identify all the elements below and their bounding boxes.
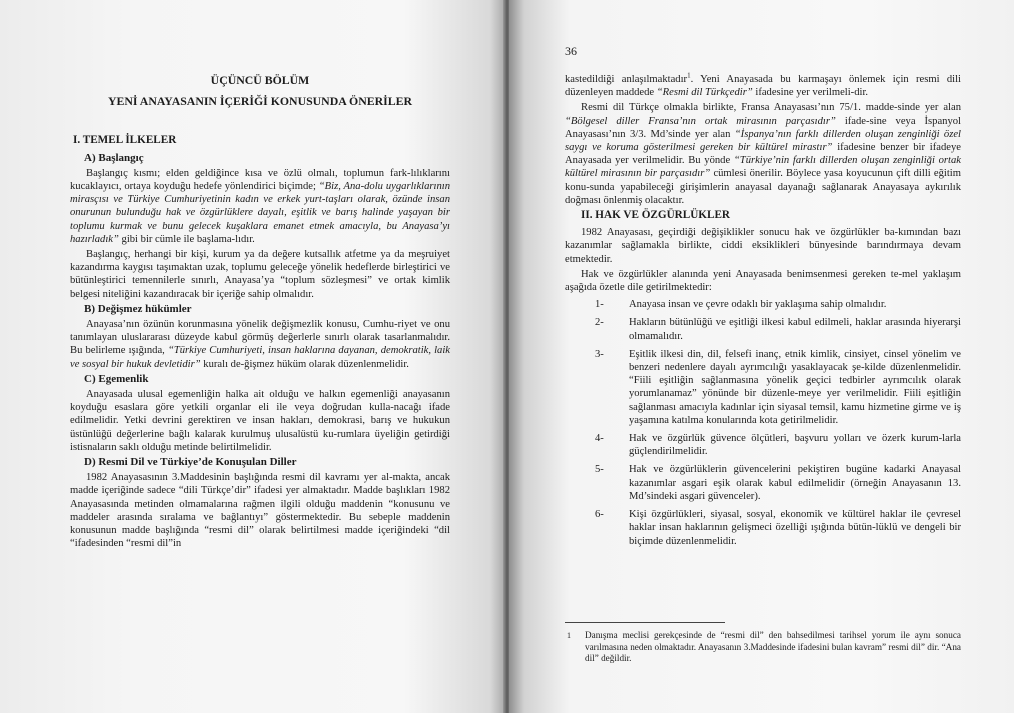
list-text: Hakların bütünlüğü ve eşitliği ilkesi kabul edilmeli, haklar arasında hiyerarşi olmamalıdır. bbox=[629, 317, 961, 342]
list-item bbox=[565, 348, 961, 427]
list-text: Anayasa insan ve çevre odaklı bir yaklaşıma sahip olmalıdır. bbox=[629, 299, 887, 311]
italic-quote: “Türkiye Cumhuriyeti, insan haklarına dayanan, demokratik, laik ve sosyal bir hukuk devletidir” bbox=[70, 345, 450, 370]
italic-quote: “Bölgesel diller Fransa’nın ortak mirasının parçasıdır” bbox=[565, 115, 836, 127]
italic-quote: “Biz, Ana-dolu uygarlıklarının mirasçısı ve Türkiye Cumhuriyetinin kadın ve erkek yurt-taşları olarak, özünde insan onurunun bulunduğu hak ve özgürlüklere dayalı, eşitlik ve barış halinde yaşayan bir toplumu kurmak ve bunu gelecek kuşaklara emanet etmek amacıyla, bu Anayasa’yı hazırladık” bbox=[70, 181, 450, 245]
list-number: 2- bbox=[595, 317, 604, 329]
list-number: 6- bbox=[595, 509, 604, 521]
rights-list bbox=[565, 298, 961, 547]
subsection-d-heading: D) Resmi Dil ve Türkiye’de Konuşulan Diller bbox=[84, 456, 297, 469]
right-page-content bbox=[565, 73, 961, 553]
page-number: 36 bbox=[565, 44, 577, 58]
list-text: Hak ve özgürlüklerin güvencelerini pekiştiren bugüne kadarki Anayasal kazanımlar asgari eşik olarak kabul edilmelidir (örneğin Anayasanın 13. Md’sindeki asgari güvenceler). bbox=[629, 464, 961, 502]
section-1-heading: I. TEMEL İLKELER bbox=[73, 134, 177, 147]
italic-quote: “İspanya’nın farklı dillerden oluşan zenginliği özel saygı ve koruma gösterilmesi gereken bir kültürel mirastır” bbox=[565, 128, 961, 154]
list-number: 3- bbox=[595, 348, 604, 360]
subsection-c-heading: C) Egemenlik bbox=[84, 372, 149, 385]
list-number: 5- bbox=[595, 464, 604, 476]
paragraph: 1982 Anayasası, geçirdiği değişiklikler sonucu hak ve özgürlükler ba-kımından bazı kazanımlar sağlamakla birlikte, ciddi eksiklikleri bünyesinde barındırmaya devam etmektedir. bbox=[565, 227, 961, 265]
list-text: Eşitlik ilkesi din, dil, felsefi inanç, etnik kimlik, cinsiyet, cinsel yönelim ve benzeri nedenlere dayalı ayrımcılığı yasaklayacak şe-kilde düzenlenmelidir. “Fiili eşitliğin sağlanmasına yönelik geçici tedbirler ayrımcılık olarak yorumlanamaz” yönünde bir düzenle-meye yer verilmelidir. Fiili eşitliğin sağlanması amacıyla kadınlar için siyasal temsil, kamu hizmetine girme ve iş yaşamına katılma konularında kota getirilmelidir. bbox=[629, 348, 961, 426]
paragraph-text: ifadesine benzer bir ifadeye Anayasada yer verilmelidir. Bu yönde bbox=[565, 142, 961, 167]
paragraph-text: Anayasa’nın özünün korunmasına yönelik değişmezlik konusu, Cumhu-riyet ve onu tanımlayan uluslararası düzeyde kabul görmüş değerlerle sınırlı olarak tasarlanmalıdır. Bu belirleme ışığında, bbox=[70, 319, 450, 357]
paragraph: Hak ve özgürlükler alanında yeni Anayasada benimsenmesi gereken te-mel yaklaşım aşağıda özetle dile getirilmektedir: bbox=[565, 268, 961, 294]
list-item bbox=[565, 508, 961, 548]
list-text: Hak ve özgürlük güvence ölçütleri, başvuru yolları ve özerk kurum-larla güçlendirilmelidir. bbox=[629, 433, 961, 458]
paragraph-text: Resmi dil Türkçe olmakla birlikte, Fransa Anayasası’nın 75/1. madde-sinde yer alan bbox=[581, 102, 961, 114]
left-page bbox=[0, 0, 505, 713]
footnote-number: 1 bbox=[567, 631, 571, 640]
paragraph-text: cümlesi önerilir. Böylece yasa koyucunun çift dilli eğitim konu-sunda yapabileceği girişimlerin anayasal dayanağı sağlanarak Anayasaya aykırılık doğması önlenmiş olacaktır. bbox=[565, 168, 961, 206]
list-number: 4- bbox=[595, 433, 604, 445]
list-item bbox=[565, 316, 961, 342]
subsection-b-heading: B) Değişmez hükümler bbox=[84, 302, 192, 315]
paragraph bbox=[565, 73, 961, 99]
chapter-title: ÜÇÜNCÜ BÖLÜM bbox=[210, 73, 310, 87]
paragraph: Başlangıç, herhangi bir kişi, kurum ya da değere kutsallık atfetme ya da meşruiyet kazandırma kaygısı taşımaktan uzak, toplumu geleceğe yönelik hedeflerde birleştirici ve bütünleştirici temennilerle sınırlı, Anayasa’ya “toplum sözleşmesi” ve ortak kimlik belgesi niteliğini kazandıracak bir içeriğe sahip olmalıdır. bbox=[70, 249, 450, 300]
paragraph-text: Başlangıç kısmı; elden geldiğince kısa ve özlü olmalı, toplumun fark-lılıklarını kucaklayıcı, ortaya koyduğu hedefe yönlendirici biçimde; bbox=[70, 167, 450, 193]
paragraph bbox=[565, 101, 961, 207]
paragraph-text: ifadesine yer verilmeli-dir. bbox=[755, 87, 869, 99]
right-page bbox=[509, 0, 1014, 713]
paragraph bbox=[70, 318, 450, 371]
footnote-divider bbox=[565, 622, 725, 623]
footnote-marker: 1 bbox=[687, 71, 691, 80]
paragraph: 1982 Anayasasının 3.Maddesinin başlığında resmi dil kavramı yer al-makta, ancak madde içeriğinde sadece “dili Türkçe’dir” ifadesi yer almaktadır. Madde başlıkları 1982 Anayasasında metinden olmamalarına rağmen ilgili olduğu maddenin “konusunu ve maddeler arasında sıralama ve bağlantıyı” göstermektedir. Bu sebeple maddenin konusunun madde başlığında “resmi dil” olarak belirtilmesi madde içeriğindeki “dil “ifadesinden “resmi dil”in bbox=[70, 472, 450, 550]
list-text: Kişi özgürlükleri, siyasal, sosyal, ekonomik ve kültürel haklar ile çevresel haklar insan haklarının gelişmeci özelliği ışığında bütün-lüklü ve dengeli bir biçimde düzenlenmelidir. bbox=[629, 509, 961, 547]
subsection-a-heading: A) Başlangıç bbox=[84, 151, 144, 164]
list-item bbox=[565, 463, 961, 503]
section-2-heading: II. HAK VE ÖZGÜRLÜKLER bbox=[581, 209, 730, 222]
paragraph-text: kuralı de-ğişmez hüküm olarak düzenlenmelidir. bbox=[203, 358, 409, 370]
list-number: 1- bbox=[595, 299, 604, 311]
paragraph-text: . Yeni Anayasada bu karmaşayı önlemek için resmi dili düzenleyen maddede bbox=[565, 74, 961, 99]
left-page-content bbox=[70, 74, 450, 553]
paragraph-text: kastedildiği anlaşılmaktadır bbox=[565, 74, 688, 85]
chapter-subtitle: YENİ ANAYASANIN İÇERİĞİ KONUSUNDA ÖNERİLER bbox=[108, 94, 412, 109]
italic-quote: “Türkiye’nin farklı dillerden oluşan zenginliği ortak kültürel mirasının bir parçasıdır” bbox=[565, 155, 961, 180]
footnote bbox=[565, 630, 961, 665]
italic-quote: “Resmi dil Türkçedir” bbox=[656, 87, 753, 99]
list-item bbox=[565, 432, 961, 458]
paragraph-text: ifade-sine veya İspanyol Anayasası’nın 3/3. Md’sinde yer alan bbox=[565, 115, 961, 140]
list-item bbox=[565, 298, 961, 311]
paragraph-text: gibi bir cümle ile başlama-lıdır. bbox=[121, 233, 255, 245]
paragraph bbox=[70, 167, 450, 246]
paragraph: Anayasada ulusal egemenliğin halka ait olduğu ve halkın egemenliği anayasanın koyduğu esaslara göre yetkili organlar eli ile veya doğrudan kulla-nacağı ifade edilmelidir. Yetki devrini gerektiren ve insan hakları, demokrasi, barış ve hukukun üstünlüğü değerlerine bağlı kalarak kurulmuş ulusalüstü ku-rumlara üyeliğin getirdiği istisnaların saklı olduğu metinde belirtilmelidir. bbox=[70, 389, 450, 453]
footnote-text: Danışma meclisi gerekçesinde de “resmi dil” den bahsedilmesi tarihsel yorum ile aynı sonuca varılmasına neden olmaktadır. Anayasanın 3.Maddesinde ifadesini bulan kavram” resmi dil” dir. “Ana dil” değildir. bbox=[585, 630, 961, 664]
